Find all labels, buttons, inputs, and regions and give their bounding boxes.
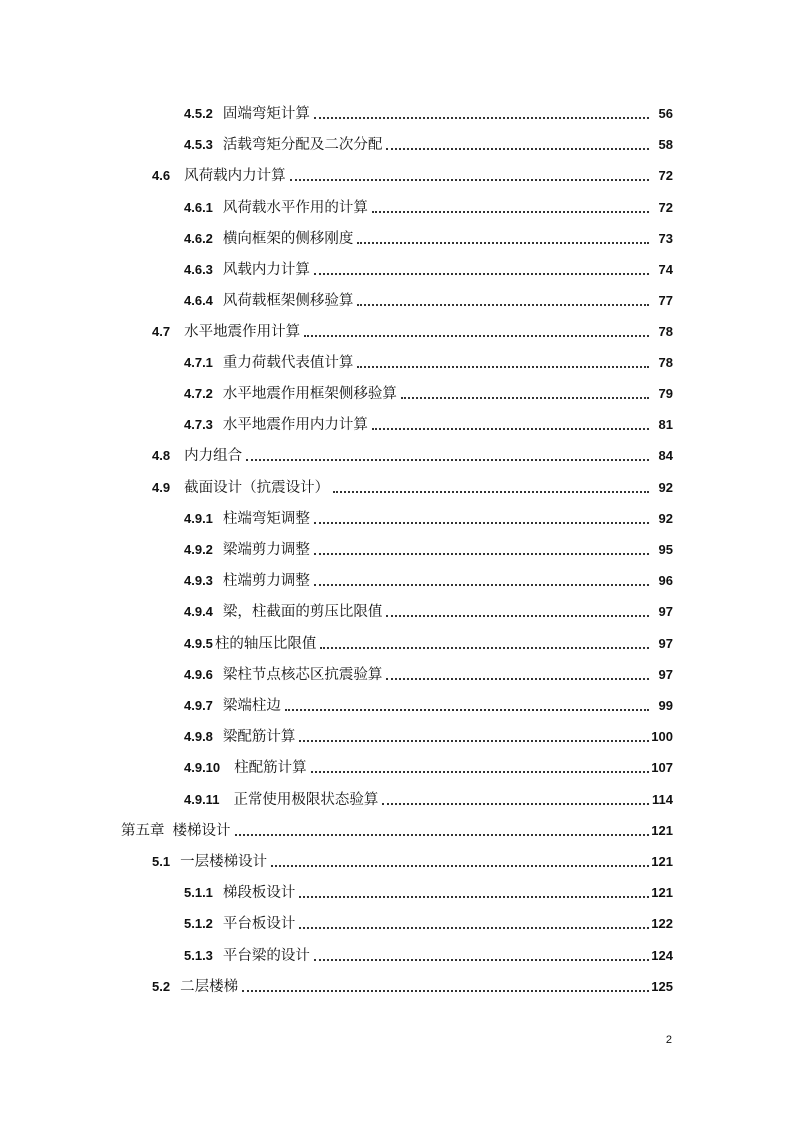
toc-entry-page: 78	[658, 355, 673, 370]
toc-entry[interactable]	[184, 380, 673, 404]
toc-entry-title: 风荷载内力计算	[184, 168, 286, 184]
toc-entry[interactable]	[184, 536, 673, 560]
toc-entry-page: 125	[651, 979, 673, 994]
toc-entry-number: 4.9.5	[184, 636, 213, 651]
toc-entry-page: 97	[658, 636, 673, 651]
dot-leader	[386, 614, 649, 617]
toc-entry-title: 固端弯矩计算	[222, 106, 310, 122]
toc-entry-number: 5.2	[152, 979, 171, 994]
toc-entry[interactable]	[152, 973, 673, 997]
toc-entry-number: 5.1	[152, 854, 171, 869]
toc-entry-page: 72	[658, 200, 673, 215]
toc-entry-title: 水平地震作用计算	[184, 324, 301, 340]
toc-entry-number: 4.5.3	[184, 137, 213, 152]
toc-entry-page: 124	[651, 948, 673, 963]
dot-leader	[311, 770, 649, 773]
toc-entry-page: 77	[658, 293, 673, 308]
toc-entry-page: 100	[651, 729, 673, 744]
toc-entry[interactable]	[184, 910, 673, 934]
toc-entry-number: 4.9.6	[184, 667, 213, 682]
dot-leader	[382, 802, 649, 805]
toc-entry-page: 96	[658, 573, 673, 588]
toc-entry-number: 4.7.2	[184, 386, 213, 401]
dot-leader	[314, 583, 649, 586]
toc-entry-page: 92	[658, 511, 673, 526]
toc-entry-number: 4.5.2	[184, 106, 213, 121]
toc-entry-page: 79	[658, 386, 673, 401]
toc-entry[interactable]	[184, 786, 673, 810]
toc-entry[interactable]	[184, 723, 673, 747]
toc-entry-title: 风荷载水平作用的计算	[222, 200, 368, 216]
dot-leader	[372, 427, 649, 430]
toc-entry-number: 4.7	[152, 324, 171, 339]
dot-leader	[320, 646, 649, 649]
toc-entry-number: 4.9.1	[184, 511, 213, 526]
toc-entry-title: 柱配筋计算	[234, 760, 307, 776]
toc-entry-page: 92	[658, 480, 673, 495]
toc-entry-title: 二层楼梯	[180, 979, 239, 995]
toc-entry-page: 121	[651, 885, 673, 900]
toc-entry-page: 107	[651, 760, 673, 775]
toc-entry[interactable]	[184, 505, 673, 529]
toc-entry[interactable]	[184, 630, 673, 654]
toc-entry-title: 水平地震作用内力计算	[222, 417, 368, 433]
toc-chapter-entry[interactable]	[121, 817, 673, 841]
dot-leader	[246, 458, 649, 461]
toc-entry-number: 4.9.11	[184, 792, 220, 807]
toc-entry-number: 4.6.3	[184, 262, 213, 277]
page-number: 2	[665, 1034, 672, 1046]
toc-entry-title: 柱端弯矩调整	[222, 511, 310, 527]
toc-entry[interactable]	[184, 349, 673, 373]
toc-entry-page: 121	[651, 823, 673, 838]
dot-leader	[314, 958, 649, 961]
toc-entry-page: 73	[658, 231, 673, 246]
dot-leader	[386, 677, 649, 680]
toc-entry-title: 梁，柱截面的剪压比限值	[222, 604, 383, 620]
toc-entry-number: 4.6.4	[184, 293, 213, 308]
dot-leader	[235, 833, 650, 836]
toc-entry-page: 122	[651, 916, 673, 931]
toc-entry[interactable]	[184, 194, 673, 218]
toc-entry-title: 梁配筋计算	[222, 729, 296, 745]
toc-entry-number: 4.7.3	[184, 417, 213, 432]
toc-entry[interactable]	[184, 692, 673, 716]
toc-entry-page: 97	[658, 604, 673, 619]
toc-entry-title: 平台梁的设计	[222, 948, 310, 964]
toc-entry-number: 4.9.10	[184, 760, 221, 775]
dot-leader	[372, 210, 649, 213]
dot-leader	[401, 396, 649, 399]
toc-entry-page: 95	[658, 542, 673, 557]
toc-entry-number: 4.6.2	[184, 231, 213, 246]
dot-leader	[357, 303, 649, 306]
dot-leader	[299, 739, 649, 742]
dot-leader	[357, 365, 649, 368]
toc-entry-number: 4.9	[152, 480, 171, 495]
toc-entry[interactable]	[184, 287, 673, 311]
dot-leader	[299, 895, 649, 898]
toc-entry-title: 正常使用极限状态验算	[233, 792, 379, 808]
toc-entry[interactable]	[184, 567, 673, 591]
toc-entry[interactable]	[184, 256, 673, 280]
toc-entry-page: 72	[658, 168, 673, 183]
toc-entry-title: 梁端柱边	[222, 698, 281, 714]
toc-entry-page: 81	[658, 417, 673, 432]
toc-entry-title: 水平地震作用框架侧移验算	[222, 386, 397, 402]
toc-entry-number: 4.7.1	[184, 355, 213, 370]
dot-leader	[333, 490, 649, 493]
toc-entry[interactable]	[184, 754, 673, 778]
dot-leader	[290, 178, 649, 181]
toc-entry-number: 4.6.1	[184, 200, 213, 215]
dot-leader	[242, 989, 649, 992]
toc-entry-title: 横向框架的侧移刚度	[222, 231, 354, 247]
dot-leader	[386, 147, 649, 150]
toc-entry-number: 4.8	[152, 448, 171, 463]
toc-entry-number: 5.1.1	[184, 885, 213, 900]
toc-entry[interactable]	[152, 318, 673, 342]
toc-entry-page: 121	[651, 854, 673, 869]
toc-entry-title: 风载内力计算	[222, 262, 310, 278]
toc-entry-title: 柱的轴压比限值	[214, 636, 317, 652]
toc-entry-number: 4.9.7	[184, 698, 213, 713]
toc-entry-number: 4.9.8	[184, 729, 213, 744]
toc-entry-number: 4.9.2	[184, 542, 213, 557]
toc-entry-title: 平台板设计	[222, 916, 296, 932]
dot-leader	[314, 552, 649, 555]
dot-leader	[314, 521, 649, 524]
toc-entry[interactable]	[184, 942, 673, 966]
dot-leader	[285, 708, 649, 711]
toc-entry[interactable]	[184, 225, 673, 249]
toc-entry-page: 99	[658, 698, 673, 713]
toc-entry-title: 内力组合	[184, 448, 243, 464]
toc-entry[interactable]	[184, 598, 673, 622]
toc-entry-number: 4.6	[152, 168, 171, 183]
toc-entry-number: 5.1.3	[184, 948, 213, 963]
dot-leader	[314, 272, 649, 275]
toc-entry-page: 84	[658, 448, 673, 463]
toc-entry-page: 58	[658, 137, 673, 152]
toc-entry-title: 活载弯矩分配及二次分配	[222, 137, 383, 153]
toc-entry-page: 97	[658, 667, 673, 682]
toc-entry-title: 重力荷载代表值计算	[222, 355, 354, 371]
toc-entry[interactable]	[152, 474, 673, 498]
dot-leader	[299, 926, 649, 929]
dot-leader	[314, 116, 649, 119]
toc-entry[interactable]	[152, 442, 673, 466]
toc-entry-title: 梯段板设计	[222, 885, 296, 901]
toc-entry-title: 柱端剪力调整	[222, 573, 310, 589]
toc-entry-title: 风荷载框架侧移验算	[222, 293, 354, 309]
toc-entry[interactable]	[184, 131, 673, 155]
toc-entry-page: 74	[658, 262, 673, 277]
toc-entry-title: 梁端剪力调整	[222, 542, 310, 558]
toc-entry-number: 4.9.3	[184, 573, 213, 588]
toc-entry-number: 5.1.2	[184, 916, 213, 931]
toc-entry-title: 一层楼梯设计	[180, 854, 268, 870]
toc-entry-page: 56	[658, 106, 673, 121]
dot-leader	[271, 864, 649, 867]
toc-entry-title: 楼梯设计	[172, 823, 231, 839]
toc-entry[interactable]	[184, 411, 673, 435]
toc-entry[interactable]	[152, 162, 673, 186]
toc-entry[interactable]	[184, 100, 673, 124]
toc-entry[interactable]	[152, 848, 673, 872]
dot-leader	[357, 241, 649, 244]
toc-entry[interactable]	[184, 661, 673, 685]
toc-entry[interactable]	[184, 879, 673, 903]
dot-leader	[304, 334, 649, 337]
toc-entry-page: 78	[658, 324, 673, 339]
toc-entry-title: 截面设计（抗震设计）	[184, 480, 330, 496]
toc-entry-number: 第五章	[121, 823, 165, 839]
toc-entry-title: 梁柱节点核芯区抗震验算	[222, 667, 383, 683]
toc-entry-number: 4.9.4	[184, 604, 213, 619]
toc-entry-page: 114	[652, 792, 673, 807]
